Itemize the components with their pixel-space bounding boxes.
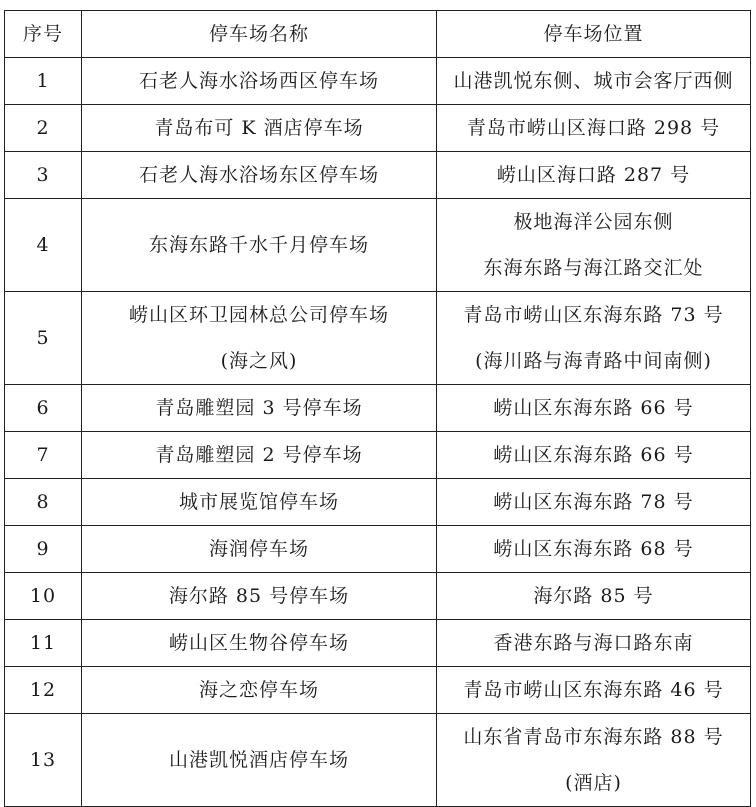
- row-number: 8: [5, 479, 82, 526]
- row-number: 7: [5, 432, 82, 479]
- row-number: 11: [5, 620, 82, 667]
- parking-lot-name-line: 城市展览馆停车场: [178, 491, 339, 513]
- table-row: [5, 479, 751, 526]
- parking-lot-location-line: 崂山区东海东路 66 号: [493, 397, 694, 419]
- parking-lot-name: [82, 432, 437, 479]
- parking-lot-location-line: 东海东路与海江路交汇处: [483, 257, 704, 279]
- row-number: 1: [5, 58, 82, 105]
- row-number: 4: [5, 199, 82, 292]
- parking-lot-location: [437, 479, 751, 526]
- parking-lot-name-line: 石老人海水浴场西区停车场: [138, 70, 379, 92]
- table-row: [5, 573, 751, 620]
- parking-lot-location: [437, 58, 751, 105]
- table-row: [5, 58, 751, 105]
- parking-lot-name: [82, 714, 437, 807]
- parking-lot-location-line: 青岛市崂山区海口路 298 号: [466, 117, 721, 139]
- parking-lot-name: [82, 292, 437, 385]
- parking-lot-name-line: 石老人海水浴场东区停车场: [138, 164, 379, 186]
- parking-lot-name: [82, 620, 437, 667]
- table-row: [5, 620, 751, 667]
- parking-lot-name: [82, 667, 437, 714]
- parking-lot-name-line: 山港凯悦酒店停车场: [168, 749, 349, 771]
- row-number: 3: [5, 152, 82, 199]
- table-header-row: [5, 11, 751, 58]
- header-no: 序号: [5, 11, 82, 58]
- parking-lot-location: [437, 620, 751, 667]
- parking-lot-location: [437, 714, 751, 807]
- parking-lot-location: [437, 292, 751, 385]
- parking-lot-name-line: 青岛雕塑园 2 号停车场: [155, 444, 363, 466]
- parking-lot-name: [82, 105, 437, 152]
- row-number: 12: [5, 667, 82, 714]
- parking-lot-location: [437, 526, 751, 573]
- table-row: [5, 714, 751, 807]
- parking-lot-location: [437, 105, 751, 152]
- header-name: 停车场名称: [82, 11, 437, 58]
- parking-lot-name: [82, 152, 437, 199]
- table-row: [5, 105, 751, 152]
- table-row: [5, 526, 751, 573]
- parking-lot-location-line: 山东省青岛市东海东路 88 号: [463, 726, 724, 748]
- parking-lot-location: [437, 667, 751, 714]
- parking-lot-location-line: 极地海洋公园东侧: [513, 211, 674, 233]
- parking-lot-location-line: 山港凯悦东侧、城市会客厅西侧: [453, 70, 734, 92]
- parking-lot-location: [437, 573, 751, 620]
- table-row: [5, 667, 751, 714]
- row-number: 13: [5, 714, 82, 807]
- parking-lot-location: [437, 432, 751, 479]
- parking-lot-location-line: 崂山区东海东路 68 号: [493, 538, 694, 560]
- parking-lot-location: [437, 199, 751, 292]
- row-number: 6: [5, 385, 82, 432]
- parking-lot-location-line: 香港东路与海口路东南: [493, 632, 694, 654]
- table-row: [5, 199, 751, 292]
- row-number: 5: [5, 292, 82, 385]
- parking-lot-name: [82, 199, 437, 292]
- parking-lot-location-line: 青岛市崂山区东海东路 46 号: [463, 679, 724, 701]
- parking-lot-location-line: 崂山区东海东路 66 号: [493, 444, 694, 466]
- parking-lot-location-line: 崂山区海口路 287 号: [496, 164, 691, 186]
- parking-lot-location-line: (海川路与海青路中间南侧): [475, 350, 712, 372]
- table-body: [5, 58, 751, 807]
- parking-lot-name: [82, 479, 437, 526]
- parking-lot-name-line: 崂山区环卫园林总公司停车场: [128, 304, 389, 326]
- parking-lot-location: [437, 385, 751, 432]
- table-row: [5, 432, 751, 479]
- parking-lot-location: [437, 152, 751, 199]
- parking-lot-name-line: 崂山区生物谷停车场: [168, 632, 349, 654]
- table-row: [5, 292, 751, 385]
- parking-lot-location-line: 崂山区东海东路 78 号: [493, 491, 694, 513]
- parking-lot-name-line: 青岛布可 K 酒店停车场: [154, 117, 364, 139]
- row-number: 10: [5, 573, 82, 620]
- header-location: 停车场位置: [437, 11, 751, 58]
- table-row: [5, 385, 751, 432]
- parking-lot-name-line: 海润停车场: [208, 538, 309, 560]
- parking-lot-location-line: 青岛市崂山区东海东路 73 号: [463, 304, 724, 326]
- row-number: 9: [5, 526, 82, 573]
- parking-lot-name-line: 海之恋停车场: [198, 679, 319, 701]
- parking-lot-name: [82, 385, 437, 432]
- row-number: 2: [5, 105, 82, 152]
- parking-lot-location-line: (酒店): [565, 772, 622, 794]
- parking-lot-name-line: 青岛雕塑园 3 号停车场: [155, 397, 363, 419]
- parking-lot-name-line: 东海东路千水千月停车场: [148, 234, 369, 256]
- parking-lot-name-line: (海之风): [220, 350, 298, 372]
- parking-lot-location-line: 海尔路 85 号: [533, 585, 654, 607]
- parking-lot-name-line: 海尔路 85 号停车场: [168, 585, 350, 607]
- parking-lot-name: [82, 58, 437, 105]
- parking-lot-table: [4, 10, 751, 807]
- table-row: [5, 152, 751, 199]
- parking-lot-name: [82, 526, 437, 573]
- parking-lot-name: [82, 573, 437, 620]
